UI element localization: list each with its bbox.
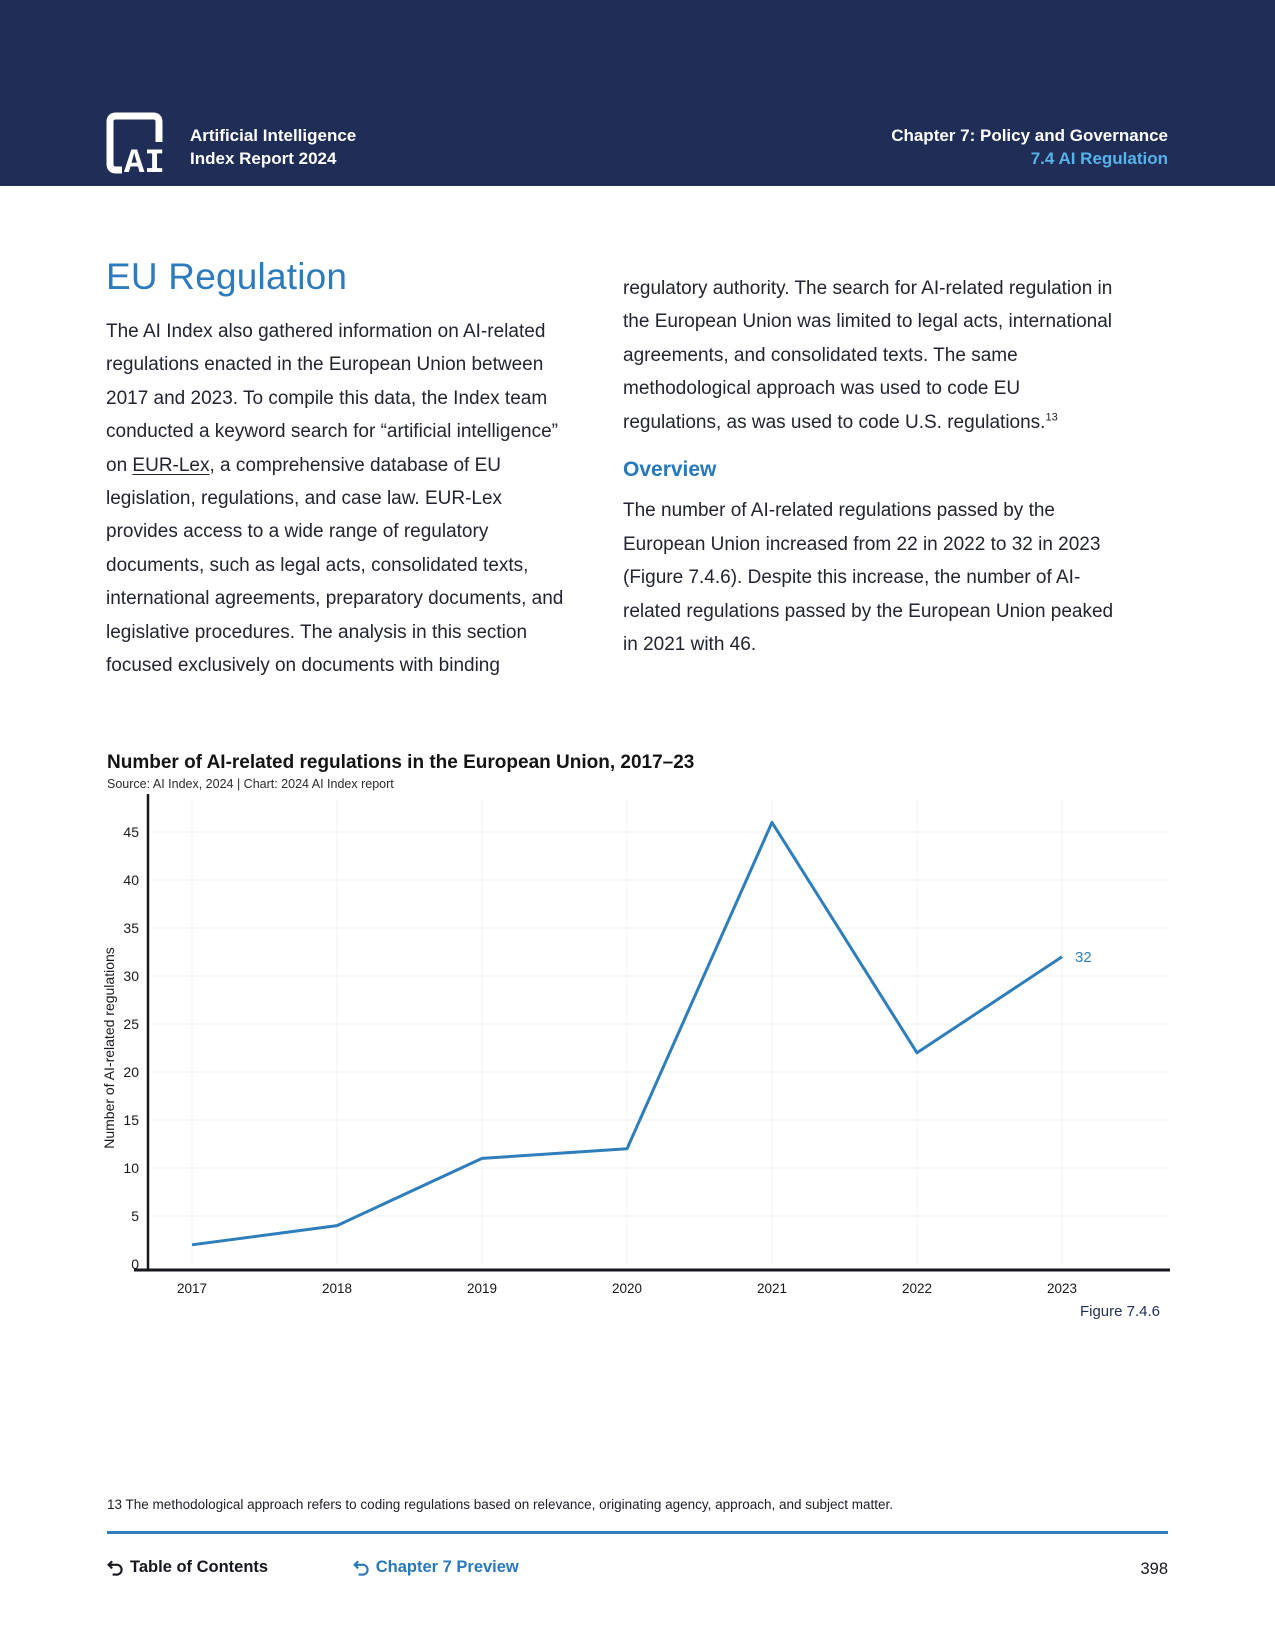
footer-divider — [107, 1531, 1168, 1534]
x-axis-tick-label: 2018 — [321, 1281, 353, 1296]
chart-title: Number of AI-related regulations in the European Union, 2017–23 — [107, 752, 695, 773]
y-axis-tick-label: 20 — [123, 1064, 139, 1080]
footnote-text: The methodological approach refers to coding regulations based on relevance, originating agency, approach, and subject matter. — [125, 1497, 894, 1512]
chapter-preview-link[interactable] — [353, 1558, 519, 1577]
right-paragraph-1-text: regulatory authority. The search for AI-related regulation in the European Union was limited to legal acts, international agreements, and consolidated texts. The same methodological approach was used to code EU regulations, as was used to code U.S. regulations. — [623, 278, 1113, 433]
y-axis-tick-label: 15 — [123, 1112, 139, 1128]
right-column — [623, 272, 1119, 661]
left-paragraph-text-b: , a comprehensive database of EU legislation, regulations, and case law. EUR-Lex provides access to a wide range of regulatory documents, such as legal acts, consolidated texts, international agreements, preparatory documents, and legislative procedures. The analysis in this section focused exclusively on documents with binding — [106, 454, 564, 677]
x-axis-tick-label: 2017 — [176, 1281, 208, 1296]
chapter-block — [891, 124, 1168, 170]
line-chart-svg — [100, 792, 1175, 1304]
table-of-contents-label: Table of Contents — [130, 1558, 269, 1576]
chart-source-note: Source: AI Index, 2024 | Chart: 2024 AI Index report — [107, 777, 394, 791]
brand-text — [190, 124, 356, 170]
section-title: 7.4 AI Regulation — [1030, 149, 1168, 168]
regulations-line-chart — [100, 792, 1175, 1304]
figure-caption: Figure 7.4.6 — [1079, 1303, 1160, 1320]
page-title: EU Regulation — [106, 256, 348, 297]
logo-mark-text: AI — [124, 145, 165, 174]
y-axis-tick-label: 45 — [123, 824, 139, 840]
y-axis-tick-label: 40 — [123, 872, 139, 888]
eur-lex-link[interactable]: EUR-Lex — [132, 454, 210, 476]
x-axis-tick-label: 2022 — [901, 1281, 933, 1296]
brand-line2: Index Report 2024 — [190, 149, 337, 168]
x-axis-tick-label: 2019 — [466, 1281, 498, 1296]
y-axis-tick-label: 35 — [123, 920, 139, 936]
right-paragraph-1 — [623, 272, 1119, 439]
y-axis-tick-label: 30 — [123, 968, 139, 984]
left-column-paragraph — [106, 315, 574, 682]
back-arrow-icon — [107, 1560, 123, 1576]
x-axis-tick-label: 2021 — [756, 1281, 788, 1296]
table-of-contents-link[interactable] — [107, 1558, 268, 1577]
page-footer — [107, 1558, 1168, 1584]
left-paragraph-text-a: The AI Index also gathered information on AI-related regulations enacted in the European Union between 2017 and 2023. To compile this data, the Index team conducted a keyword search for “artificial intelligence” on — [106, 321, 558, 476]
brand-line1: Artificial Intelligence — [190, 126, 357, 145]
x-axis-tick-label: 2020 — [611, 1281, 643, 1296]
footnote-number: 13 — [107, 1497, 123, 1512]
chapter-title: Chapter 7: Policy and Governance — [891, 126, 1168, 145]
page-header — [0, 0, 1275, 186]
y-axis-tick-label: 10 — [123, 1160, 139, 1176]
y-axis-tick-label: 5 — [131, 1208, 139, 1224]
y-axis-tick-label: 25 — [123, 1016, 139, 1032]
y-axis-title: Number of AI-related regulations — [101, 947, 117, 1149]
chapter-preview-label: Chapter 7 Preview — [375, 1558, 519, 1576]
overview-heading: Overview — [623, 458, 717, 482]
ai-index-logo-icon — [106, 112, 172, 179]
end-value-label: 32 — [1075, 948, 1092, 966]
footnote — [107, 1497, 1168, 1512]
right-paragraph-2: The number of AI-related regulations passed by the European Union increased from 22 in 2022 to 32 in 2023 (Figure 7.4.6). Despite this increase, the number of AI-related regulations passed by the European Union peaked in 2021 with 46. — [623, 500, 1114, 656]
back-arrow-icon — [353, 1560, 369, 1576]
page-number: 398 — [1140, 1560, 1168, 1578]
y-axis-tick-label: 0 — [131, 1256, 139, 1272]
footnote-reference-superscript: 13 — [1045, 411, 1058, 424]
x-axis-tick-label: 2023 — [1046, 1281, 1078, 1296]
